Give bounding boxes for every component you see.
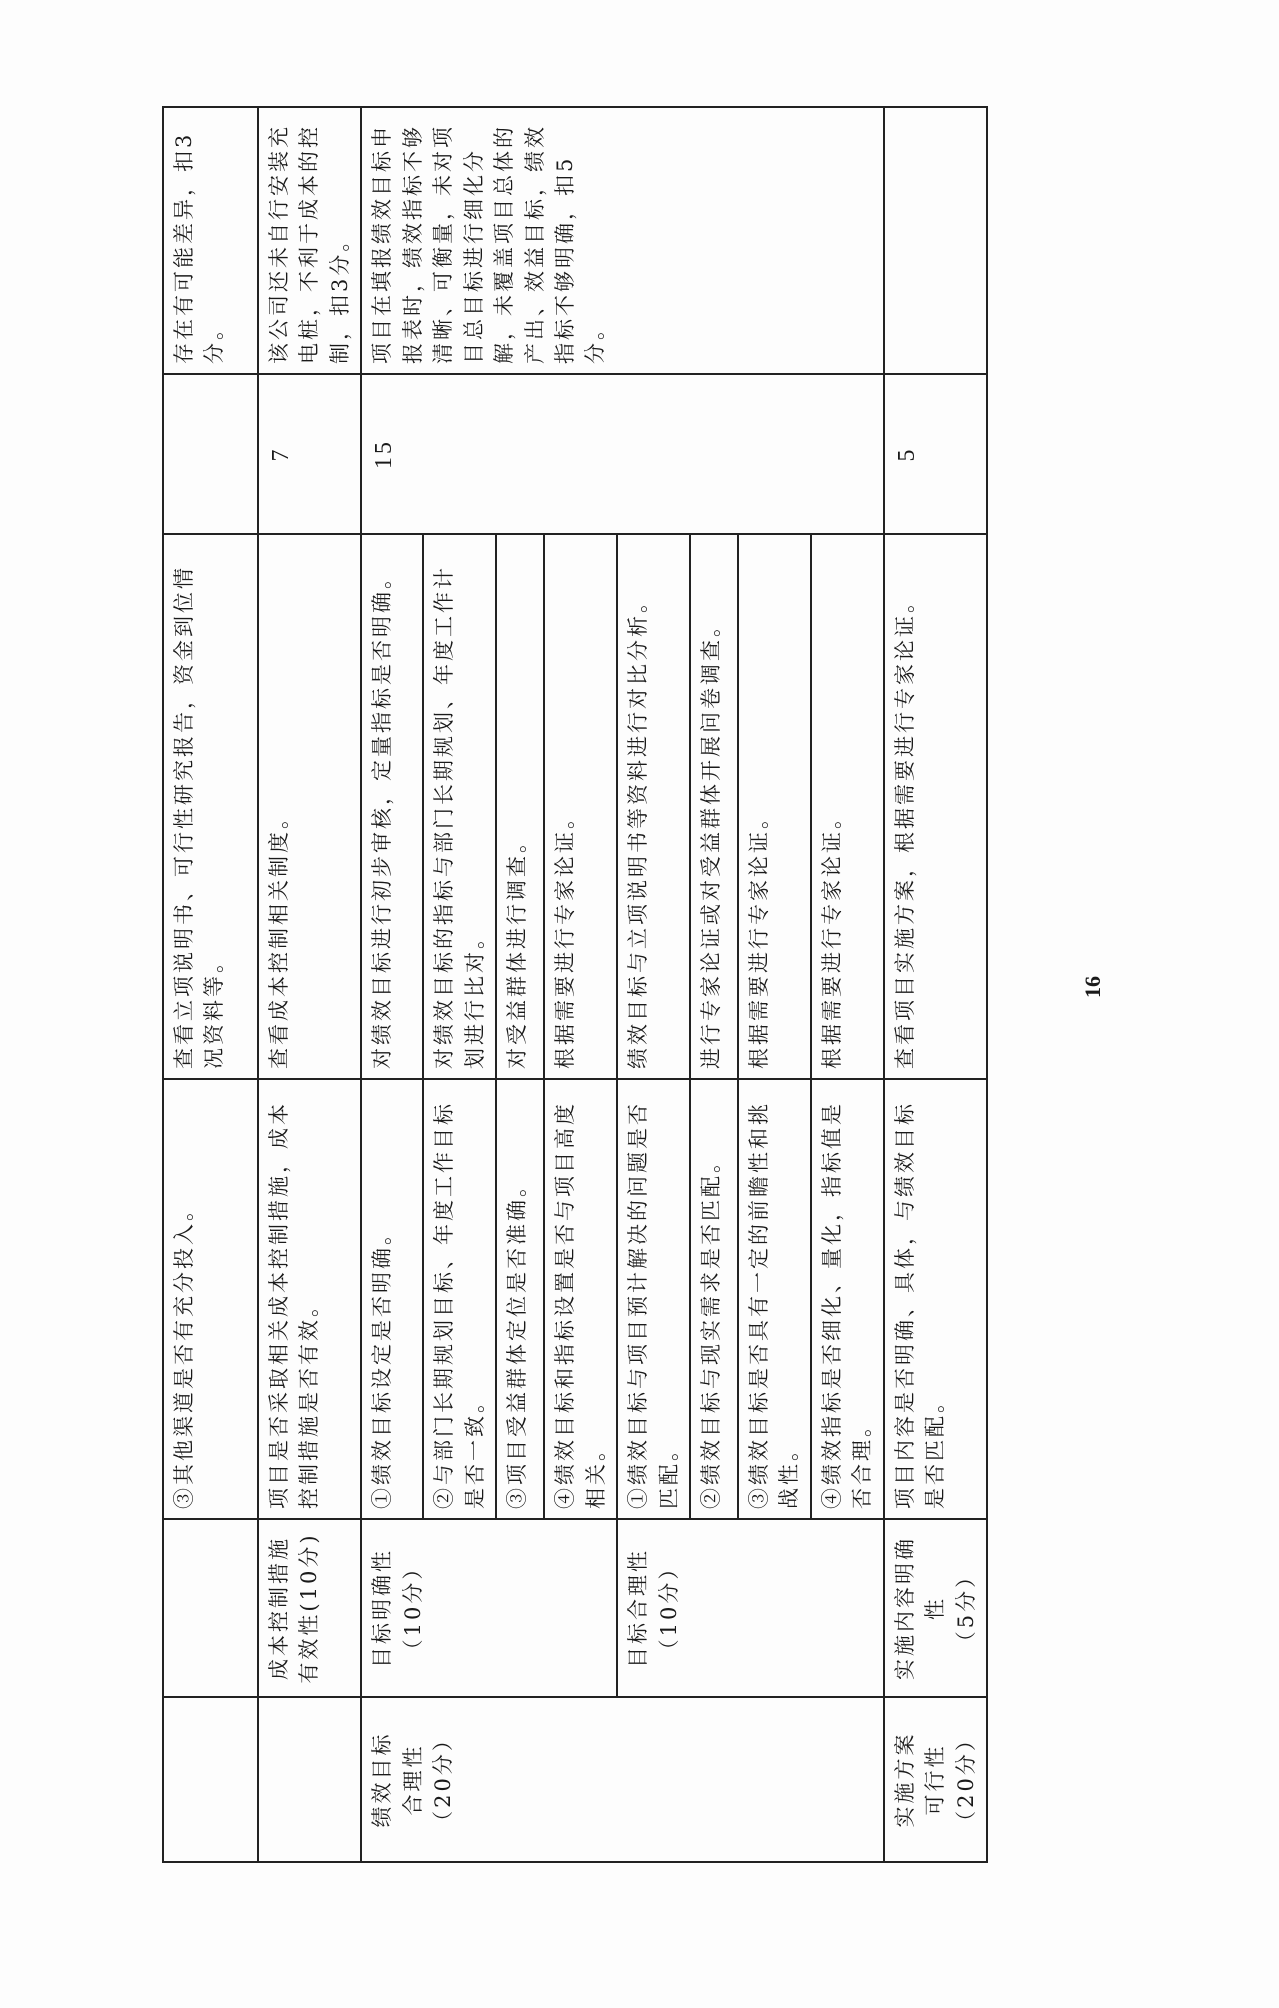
criterion-cell: ①绩效目标设定是否明确。 <box>361 1079 423 1519</box>
category-line: （20分） <box>431 1727 456 1832</box>
deduction-cell: 存在有可能差异，扣3分。 <box>163 107 258 374</box>
method-cell: 根据需要进行专家论证。 <box>811 534 884 1079</box>
method-cell: 对绩效目标进行初步审核，定量指标是否明确。 <box>361 534 423 1079</box>
score-cell: 7 <box>258 374 361 534</box>
method-cell: 进行专家论证或对受益群体开展问卷调查。 <box>690 534 738 1079</box>
category-cell <box>258 1697 361 1862</box>
table-row <box>884 107 987 1862</box>
method-cell: 根据需要进行专家论证。 <box>738 534 811 1079</box>
table-row <box>163 107 258 1862</box>
criterion-cell: 项目内容是否明确、具体，与绩效目标是否匹配。 <box>884 1079 987 1519</box>
method-cell: 对受益群体进行调查。 <box>496 534 544 1079</box>
criterion-cell: ③项目受益群体定位是否准确。 <box>496 1079 544 1519</box>
criterion-cell: ③绩效目标是否具有一定的前瞻性和挑战性。 <box>738 1079 811 1519</box>
indicator-line: 目标合理性 <box>626 1548 651 1668</box>
criterion-cell: ③其他渠道是否有充分投入。 <box>163 1079 258 1519</box>
score-cell: 15 <box>361 374 883 534</box>
score-cell <box>163 374 258 534</box>
deduction-cell <box>884 107 987 374</box>
deduction-cell: 项目在填报绩效目标申报表时，绩效指标不够清晰、可衡量，未对项目总目标进行细化分解，未覆盖项目总体的产出、效益目标，绩效指标不够明确，扣5分。 <box>361 107 883 374</box>
indicator-line: （5分） <box>953 1563 978 1653</box>
category-feasibility <box>884 1697 987 1862</box>
indicator-cell: 成本控制措施有效性(10分) <box>258 1519 361 1697</box>
criterion-cell: ②绩效目标与现实需求是否匹配。 <box>690 1079 738 1519</box>
category-goal-rationality <box>361 1697 883 1862</box>
indicator-goal-reasonableness <box>617 1519 884 1697</box>
method-cell: 对绩效目标的指标与部门长期规划、年度工作计划进行比对。 <box>423 534 496 1079</box>
category-line: 实施方案 <box>892 1731 917 1828</box>
table-row <box>361 107 423 1862</box>
deduction-cell: 该公司还未自行安装充电桩，不利于成本的控制，扣3分。 <box>258 107 361 374</box>
indicator-goal-clarity <box>361 1519 617 1697</box>
criterion-cell: 项目是否采取相关成本控制措施，成本控制措施是否有效。 <box>258 1079 361 1519</box>
score-cell: 5 <box>884 374 987 534</box>
category-line: 可行性 <box>923 1743 948 1816</box>
method-cell: 查看项目实施方案，根据需要进行专家论证。 <box>884 534 987 1079</box>
criterion-cell: ④绩效目标和指标设置是否与项目高度相关。 <box>544 1079 617 1519</box>
page-number: 16 <box>1080 976 1105 998</box>
rotated-table-wrapper <box>162 108 982 1863</box>
indicator-line: （10分） <box>656 1555 681 1661</box>
category-line: 合理性 <box>400 1743 425 1816</box>
indicator-line: 目标明确性 <box>370 1548 395 1668</box>
evaluation-table <box>162 106 988 1863</box>
indicator-content-clarity <box>884 1519 987 1697</box>
indicator-line: 实施内容明确性 <box>892 1536 948 1680</box>
category-cell <box>163 1697 258 1862</box>
method-cell: 绩效目标与立项说明书等资料进行对比分析。 <box>617 534 690 1079</box>
method-cell: 查看成本控制相关制度。 <box>258 534 361 1079</box>
category-line: （20分） <box>953 1727 978 1832</box>
method-cell: 根据需要进行专家论证。 <box>544 534 617 1079</box>
indicator-line: （10分） <box>400 1555 425 1661</box>
method-cell: 查看立项说明书、可行性研究报告，资金到位情况资料等。 <box>163 534 258 1079</box>
criterion-cell: ②与部门长期规划目标、年度工作目标是否一致。 <box>423 1079 496 1519</box>
criterion-cell: ①绩效目标与项目预计解决的问题是否匹配。 <box>617 1079 690 1519</box>
indicator-cell <box>163 1519 258 1697</box>
table-row <box>258 107 361 1862</box>
criterion-cell: ④绩效指标是否细化、量化，指标值是否合理。 <box>811 1079 884 1519</box>
category-line: 绩效目标 <box>370 1731 395 1828</box>
